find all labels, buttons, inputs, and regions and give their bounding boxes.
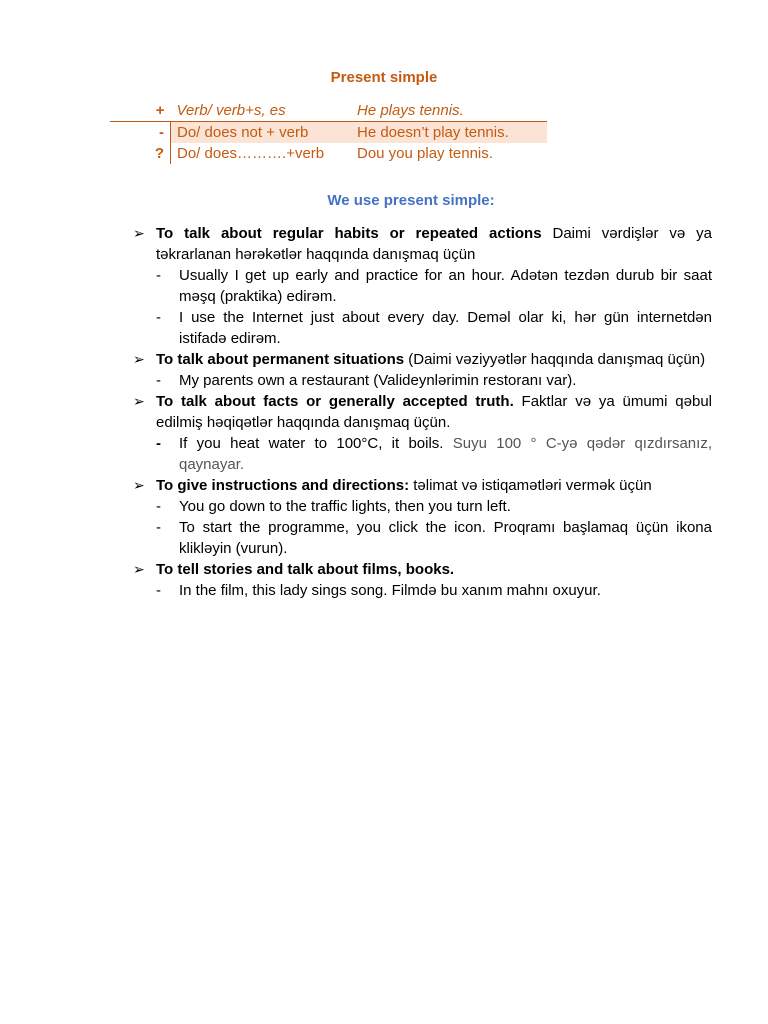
affirmative-form: Verb/ verb+s, es [171,100,354,122]
list-item [133,223,712,265]
list-item [133,349,712,370]
example-text: To start the programme, you click the icon. Proqramı başlamaq üçün ikona klikləyin (vurun). [179,519,712,557]
dash-bullet-icon: - [156,435,161,452]
example-item [133,517,712,559]
arrow-bullet-icon: ➢ [133,351,145,367]
arrow-bullet-icon: ➢ [133,225,145,241]
example-item [133,370,712,391]
example-item [133,580,712,601]
usage-translation: təlimat və istiqamətləri vermək üçün [409,477,652,494]
example-item [133,496,712,517]
question-sign: ? [154,145,164,162]
example-translation: Suyu 100 ° C-yə qədər qızdırsanız, qaynayar. [179,435,712,473]
dash-bullet-icon: - [156,519,161,536]
dash-bullet-icon: - [156,372,161,389]
example-text: In the film, this lady sings song. Filmdə bu xanım mahnı oxuyur. [179,582,601,599]
example-text: You go down to the traffic lights, then you turn left. [179,498,511,515]
table-row [110,143,547,164]
list-item [133,475,712,496]
usage-heading: To talk about regular habits or repeated actions [156,225,542,242]
page-title: Present simple [330,69,438,86]
example-text: If you heat water to 100°C, it boils. [179,435,444,452]
usage-heading: To give instructions and directions: [156,477,410,494]
affirmative-example: He plays tennis. [353,100,547,122]
usage-translation: (Daimi vəziyyətlər haqqında danışmaq üçün) [404,351,706,368]
example-item [133,433,712,475]
arrow-bullet-icon: ➢ [133,561,145,577]
example-text: My parents own a restaurant (Valideynlərimin restoranı var). [179,372,577,389]
table-row [110,100,547,122]
question-form: Do/ does……….+verb [171,143,354,164]
affirmative-sign: + [110,100,171,122]
example-item [133,307,712,349]
negative-example: He doesn’t play tennis. [353,122,547,144]
question-example: Dou you play tennis. [357,145,493,162]
usage-list [133,223,712,601]
dash-bullet-icon: - [156,582,161,599]
example-item [133,265,712,307]
usage-translation: Daimi vərdişlər və ya təkrarlanan hərəkətlər haqqında danışmaq üçün [156,225,713,263]
usage-heading: To tell stories and talk about films, books. [156,561,455,578]
example-text: I use the Internet just about every day. Deməl olar ki, hər gün internetdən istifadə edirəm. [179,309,712,347]
arrow-bullet-icon: ➢ [133,477,145,493]
dash-bullet-icon: - [156,309,161,326]
usage-translation: Faktlar və ya ümumi qəbul edilmiş həqiqətlər haqqında danışmaq üçün. [156,393,713,431]
example-text: Usually I get up early and practice for an hour. Adətən tezdən durub bir saat məşq (praktika) edirəm. [179,267,712,305]
forms-table [110,100,547,164]
usage-heading: To talk about permanent situations [156,351,405,368]
arrow-bullet-icon: ➢ [133,393,145,409]
dash-bullet-icon: - [156,267,161,284]
list-item [133,559,712,580]
negative-form: Do/ does not + verb [171,122,354,144]
table-row [110,122,547,144]
list-item [133,391,712,433]
usage-heading: To talk about facts or generally accepted truth. [156,393,514,410]
negative-sign: - [159,124,164,141]
section-subtitle: We use present simple: [327,192,495,209]
dash-bullet-icon: - [156,498,161,515]
